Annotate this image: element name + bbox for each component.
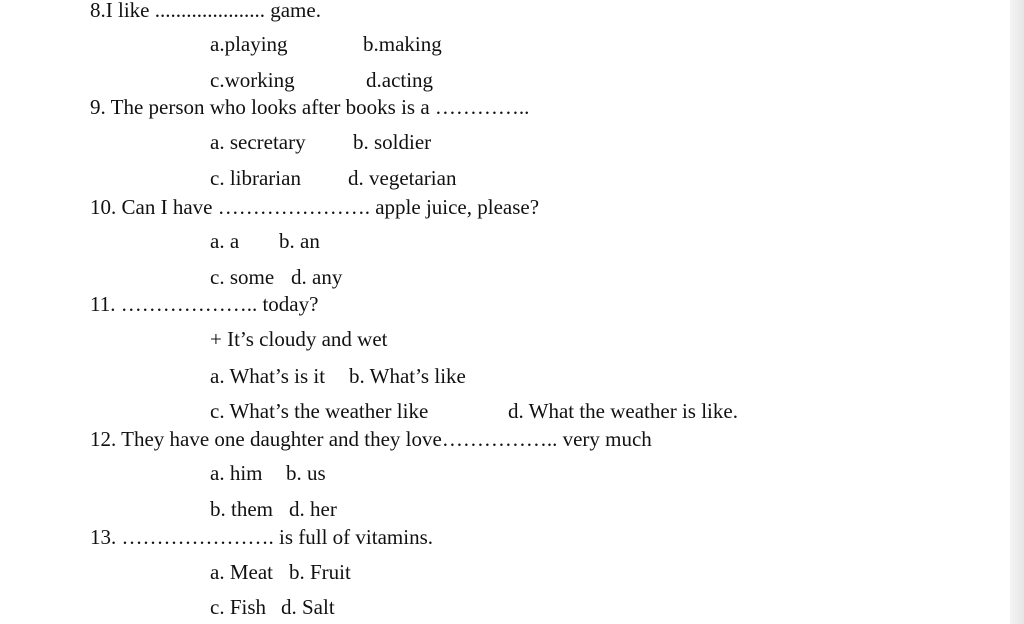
question-12-option-a: a. him	[210, 461, 263, 485]
question-12-stem: 12. They have one daughter and they love…………….. very much	[90, 427, 652, 451]
question-13-option-b: b. Fruit	[289, 560, 351, 584]
question-13-option-a: a. Meat	[210, 560, 273, 584]
question-13-option-c: c. Fish	[210, 595, 267, 619]
question-11-option-c: c. What’s the weather like	[210, 399, 429, 423]
question-13-option-d: d. Salt	[281, 595, 335, 619]
question-10-stem: 10. Can I have …………………. apple juice, please?	[90, 195, 540, 219]
question-10-option-a: a. a	[210, 229, 240, 253]
question-10-option-d: d. any	[291, 265, 343, 289]
question-12-option-d: d. her	[289, 497, 337, 521]
question-11-option-a: a. What’s is it	[210, 364, 326, 388]
question-11-stem: 11. ……………….. today?	[90, 292, 319, 316]
question-8-option-a: a.playing	[210, 32, 288, 56]
question-9-option-b: b. soldier	[353, 130, 432, 154]
question-9-stem: 9. The person who looks after books is a …………..	[90, 95, 530, 119]
question-8-option-c: c.working	[210, 68, 295, 92]
question-8-stem: 8.I like ..................... game.	[90, 0, 321, 22]
question-11-answer: + It’s cloudy and wet	[210, 327, 388, 351]
question-12-option-c: b. them	[210, 497, 273, 521]
question-13-stem: 13. …………………. is full of vitamins.	[90, 525, 433, 549]
question-9-option-d: d. vegetarian	[348, 166, 457, 190]
question-8-option-b: b.making	[363, 32, 442, 56]
question-10-option-b: b. an	[279, 229, 320, 253]
question-9-option-a: a. secretary	[210, 130, 306, 154]
question-11-option-d: d. What the weather is like.	[508, 399, 738, 423]
question-9-option-c: c. librarian	[210, 166, 301, 190]
question-8-option-d: d.acting	[366, 68, 434, 92]
question-11-option-b: b. What’s like	[349, 364, 466, 388]
page-edge-shadow	[1010, 0, 1024, 624]
question-10-option-c: c. some	[210, 265, 275, 289]
question-12-option-b: b. us	[286, 461, 326, 485]
